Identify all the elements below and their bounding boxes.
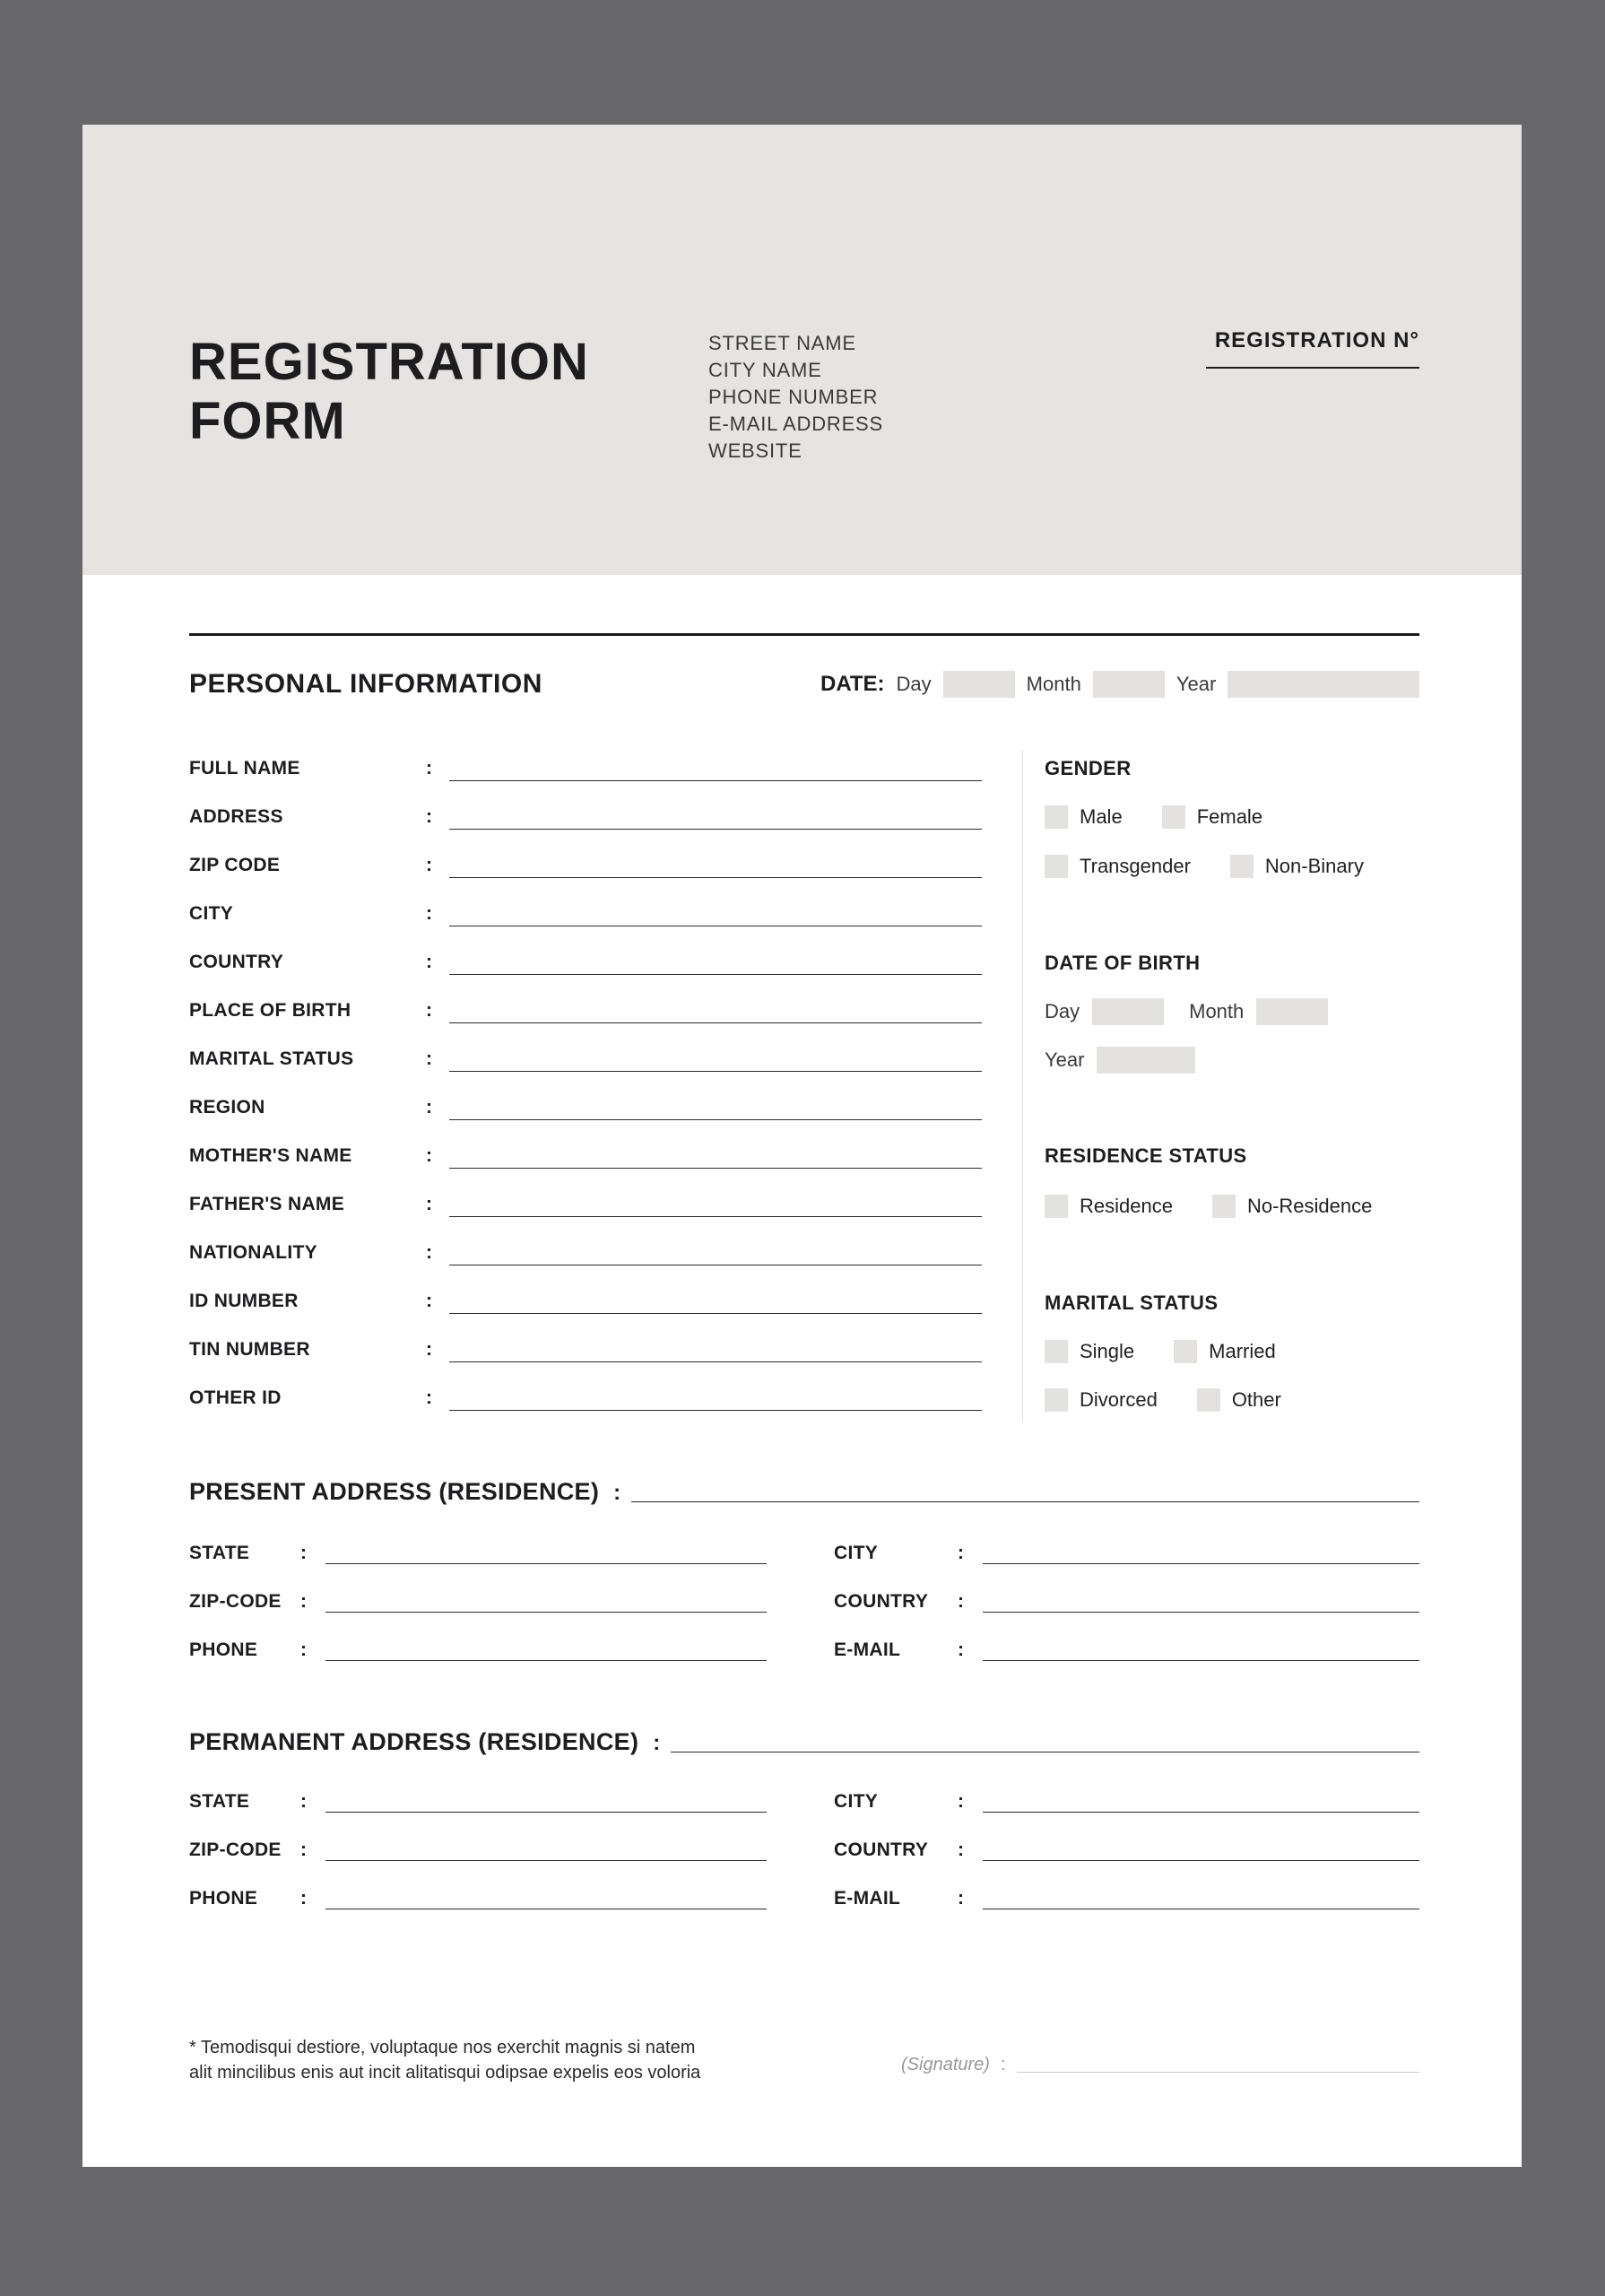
gender-section-title: GENDER (1045, 757, 1132, 779)
colon: : (958, 1839, 964, 1860)
mothers-name-input-line[interactable] (449, 1168, 982, 1169)
id-number-label: ID NUMBER (189, 1291, 299, 1311)
colon: : (426, 1387, 432, 1408)
tin-number-label: TIN NUMBER (189, 1339, 310, 1360)
present-country-input-line[interactable] (983, 1612, 1419, 1613)
footnote-line2: alit mincilibus enis aut incit alitatisqui odipsae expelis eos voloria (189, 2063, 701, 2083)
colon: : (426, 952, 432, 972)
zip-code-input-line[interactable] (449, 877, 982, 878)
present-city-label: CITY (834, 1543, 879, 1563)
non-binary-label: Non-Binary (1264, 855, 1364, 877)
present-address-row-2 (189, 1584, 1419, 1620)
marital-option-divorced[interactable] (1045, 1388, 1158, 1412)
city-label: CITY (189, 903, 234, 924)
present-phone-input-line[interactable] (325, 1660, 767, 1661)
permanent-address-row-1 (189, 1784, 1419, 1820)
form-date-group (820, 663, 1419, 706)
colon: : (426, 855, 432, 875)
field-row-mothers-name (189, 1132, 982, 1180)
region-input-line[interactable] (449, 1119, 982, 1120)
present-address-row-1 (189, 1535, 1419, 1571)
no-residence-checkbox[interactable] (1212, 1195, 1236, 1218)
present-country-label: COUNTRY (834, 1591, 929, 1612)
no-residence-label: No-Residence (1246, 1195, 1373, 1217)
signature-block (901, 2049, 1419, 2080)
date-label: DATE: (820, 672, 885, 696)
footnote-line1: * Temodisqui destiore, voluptaque nos exerchit magnis si natem (189, 2038, 696, 2057)
present-address-title: PRESENT ADDRESS (RESIDENCE) (189, 1478, 600, 1505)
field-row-nationality (189, 1229, 982, 1277)
permanent-country-input-line[interactable] (983, 1860, 1419, 1861)
field-row-city (189, 890, 982, 938)
permanent-state-label: STATE (189, 1791, 250, 1812)
field-row-fathers-name (189, 1180, 982, 1229)
colon: : (300, 1839, 307, 1860)
residence-status-section-title: RESIDENCE STATUS (1045, 1144, 1247, 1167)
colon: : (426, 1339, 432, 1360)
marital-option-other[interactable] (1197, 1388, 1281, 1412)
dob-month-label: Month (1189, 1000, 1245, 1022)
country-label: COUNTRY (189, 952, 284, 972)
section-divider-rule (189, 633, 1419, 636)
field-row-zip-code (189, 841, 982, 890)
colon: : (958, 1543, 964, 1563)
transgender-label: Transgender (1080, 855, 1191, 877)
colon: : (426, 1291, 432, 1311)
present-zip-code-label: ZIP-CODE (189, 1591, 282, 1612)
non-binary-checkbox[interactable] (1230, 855, 1254, 878)
contact-city: CITY NAME (708, 359, 822, 381)
residence-option-residence[interactable] (1045, 1195, 1173, 1218)
permanent-address-row-2 (189, 1832, 1419, 1868)
colon: : (958, 1791, 964, 1812)
permanent-city-label: CITY (834, 1791, 879, 1812)
colon: : (426, 758, 432, 778)
place-of-birth-input-line[interactable] (449, 1022, 982, 1023)
colon: : (958, 1888, 964, 1909)
marital-status-input-line[interactable] (449, 1071, 982, 1072)
permanent-state-input-line[interactable] (325, 1812, 767, 1813)
address-input-line[interactable] (449, 829, 982, 830)
personal-fields-column (189, 744, 982, 1422)
region-label: REGION (189, 1097, 265, 1118)
mothers-name-label: MOTHER'S NAME (189, 1145, 352, 1166)
column-separator-line (1022, 751, 1023, 1420)
field-row-id-number (189, 1277, 982, 1326)
present-zip-code-input-line[interactable] (325, 1612, 767, 1613)
fathers-name-label: FATHER'S NAME (189, 1194, 345, 1214)
field-row-tin-number (189, 1326, 982, 1374)
residence-label: Residence (1080, 1195, 1173, 1217)
dob-month-input[interactable] (1256, 998, 1328, 1025)
dob-day-input[interactable] (1092, 998, 1164, 1025)
colon: : (300, 1888, 307, 1909)
colon: : (300, 1639, 307, 1660)
other-label: Other (1231, 1388, 1281, 1411)
zip-code-label: ZIP CODE (189, 855, 281, 875)
colon: : (1000, 2054, 1006, 2074)
colon: : (426, 806, 432, 827)
present-email-label: E-MAIL (834, 1639, 901, 1660)
registration-number-input-line[interactable] (1206, 367, 1419, 369)
gender-row-2 (1045, 848, 1364, 884)
gender-option-transgender[interactable] (1045, 855, 1191, 878)
male-checkbox[interactable] (1045, 805, 1068, 829)
fathers-name-input-line[interactable] (449, 1216, 982, 1217)
date-day-label: Day (896, 673, 932, 695)
female-label: Female (1196, 805, 1263, 828)
field-row-full-name (189, 744, 982, 793)
gender-option-female[interactable] (1162, 805, 1262, 829)
country-input-line[interactable] (449, 974, 982, 975)
registration-number-block (1206, 327, 1419, 369)
form-title-line1: REGISTRATION (189, 333, 589, 391)
colon: : (300, 1543, 307, 1563)
residence-option-no-residence[interactable] (1212, 1195, 1372, 1218)
gender-option-non-binary[interactable] (1230, 855, 1364, 878)
marital-status-row-1 (1045, 1334, 1276, 1370)
single-checkbox[interactable] (1045, 1340, 1068, 1363)
present-city-input-line[interactable] (983, 1563, 1419, 1564)
full-name-input-line[interactable] (449, 780, 982, 781)
permanent-email-label: E-MAIL (834, 1888, 901, 1909)
right-column (1045, 744, 1419, 1426)
field-row-region (189, 1083, 982, 1132)
colon: : (426, 1000, 432, 1021)
date-year-label: Year (1176, 673, 1217, 695)
colon: : (426, 1048, 432, 1069)
field-row-place-of-birth (189, 987, 982, 1035)
permanent-address-title: PERMANENT ADDRESS (RESIDENCE) (189, 1728, 639, 1755)
colon: : (653, 1731, 661, 1755)
residence-status-row (1045, 1188, 1372, 1224)
date-day-input[interactable] (943, 671, 1015, 698)
tin-number-input-line[interactable] (449, 1361, 982, 1362)
contact-phone: PHONE NUMBER (708, 386, 879, 408)
place-of-birth-label: PLACE OF BIRTH (189, 1000, 351, 1021)
present-address-row-3 (189, 1632, 1419, 1668)
field-row-other-id (189, 1374, 982, 1422)
married-label: Married (1209, 1340, 1276, 1362)
nationality-label: NATIONALITY (189, 1242, 317, 1263)
permanent-zip-code-input-line[interactable] (325, 1860, 767, 1861)
gender-option-male[interactable] (1045, 805, 1123, 829)
registration-form-page (82, 125, 1522, 2167)
colon: : (426, 1145, 432, 1166)
permanent-address-row-3 (189, 1881, 1419, 1917)
single-label: Single (1080, 1340, 1135, 1362)
male-label: Male (1080, 805, 1123, 828)
contact-block (708, 330, 883, 465)
permanent-zip-code-label: ZIP-CODE (189, 1839, 282, 1860)
contact-website: WEBSITE (708, 439, 802, 462)
colon: : (426, 1194, 432, 1214)
marital-status-label: MARITAL STATUS (189, 1048, 354, 1069)
other-id-input-line[interactable] (449, 1410, 982, 1411)
marital-option-married[interactable] (1174, 1340, 1276, 1363)
dob-day-label: Day (1045, 1000, 1080, 1022)
residence-checkbox[interactable] (1045, 1195, 1068, 1218)
form-title (189, 333, 589, 451)
dob-year-row (1045, 1042, 1195, 1078)
date-month-input[interactable] (1093, 671, 1165, 698)
permanent-country-label: COUNTRY (834, 1839, 929, 1860)
marital-status-section-title: MARITAL STATUS (1045, 1292, 1219, 1314)
other-id-label: OTHER ID (189, 1387, 282, 1408)
registration-number-label: REGISTRATION N° (1214, 328, 1419, 352)
present-state-input-line[interactable] (325, 1563, 767, 1564)
contact-email: E-MAIL ADDRESS (708, 413, 883, 435)
id-number-input-line[interactable] (449, 1313, 982, 1314)
divorced-label: Divorced (1080, 1388, 1158, 1411)
form-title-line2: FORM (189, 392, 346, 450)
field-row-country (189, 938, 982, 987)
dob-day-month-row (1045, 994, 1328, 1030)
address-label: ADDRESS (189, 806, 283, 827)
permanent-city-input-line[interactable] (983, 1812, 1419, 1813)
colon: : (958, 1639, 964, 1660)
date-of-birth-section-title: DATE OF BIRTH (1045, 952, 1201, 974)
marital-option-single[interactable] (1045, 1340, 1134, 1363)
personal-information-title: PERSONAL INFORMATION (189, 669, 542, 699)
signature-label: (Signature) (901, 2054, 990, 2074)
dob-year-input[interactable] (1097, 1047, 1195, 1074)
colon: : (426, 903, 432, 924)
gender-row-1 (1045, 799, 1262, 835)
female-checkbox[interactable] (1162, 805, 1185, 829)
marital-status-row-2 (1045, 1382, 1281, 1418)
colon: : (426, 1242, 432, 1263)
signature-input-line[interactable] (1017, 2072, 1420, 2073)
colon: : (958, 1591, 964, 1612)
present-state-label: STATE (189, 1543, 250, 1563)
field-row-marital-status (189, 1035, 982, 1083)
divorced-checkbox[interactable] (1045, 1388, 1068, 1412)
colon: : (300, 1591, 307, 1612)
permanent-address-header (189, 1720, 1419, 1760)
colon: : (300, 1791, 307, 1812)
permanent-phone-label: PHONE (189, 1888, 258, 1909)
date-year-input[interactable] (1228, 671, 1419, 698)
contact-street: STREET NAME (708, 332, 856, 354)
present-address-header (189, 1470, 1419, 1509)
other-checkbox[interactable] (1197, 1388, 1220, 1412)
present-email-input-line[interactable] (983, 1660, 1419, 1661)
personal-information-header (189, 663, 1419, 706)
footnote (189, 2035, 700, 2085)
transgender-checkbox[interactable] (1045, 855, 1068, 878)
full-name-label: FULL NAME (189, 758, 300, 778)
colon: : (426, 1097, 432, 1118)
present-phone-label: PHONE (189, 1639, 258, 1660)
married-checkbox[interactable] (1174, 1340, 1197, 1363)
present-address-input-line[interactable] (631, 1501, 1419, 1502)
date-month-label: Month (1026, 673, 1081, 695)
colon: : (613, 1481, 621, 1505)
dob-year-label: Year (1045, 1048, 1085, 1071)
field-row-address (189, 793, 982, 841)
